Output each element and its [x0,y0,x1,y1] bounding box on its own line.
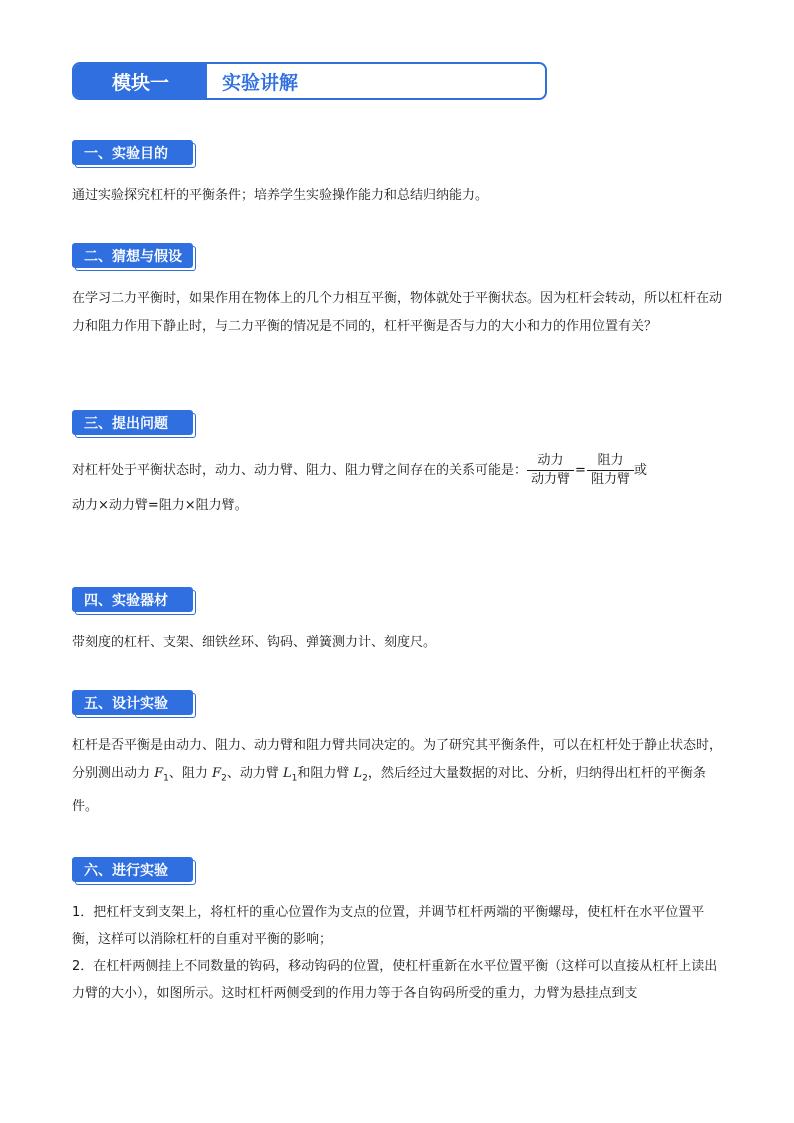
section-purpose [72,140,724,210]
section-heading-label: 六、进行实验 [72,857,193,882]
section-text: 通过实验探究杠杆的平衡条件；培养学生实验操作能力和总结归纳能力。 [72,188,489,203]
section-materials [72,587,724,657]
module-label: 模块一 [74,64,207,98]
section-text: 带刻度的杠杆、支架、细铁丝环、钩码、弹簧测力计、刻度尺。 [72,635,437,650]
section-heading-label: 二、猜想与假设 [72,243,193,268]
section-heading-label: 四、实验器材 [72,587,193,612]
procedure-step: 2．在杠杆两侧挂上不同数量的钩码，移动钩码的位置，使杠杆重新在水平位置平衡（这样可以直接从杠杆上读出力臂的大小），如图所示。这时杠杆两侧受到的作用力等于各自钩码所受的重力，力臂为悬挂点到支 [72,959,718,1001]
section-heading [72,587,196,615]
section-text: 在学习二力平衡时，如果作用在物体上的几个力相互平衡，物体就处于平衡状态。因为杠杆会转动，所以杠杆在动力和阻力作用下静止时，与二力平衡的情况是不同的，杠杆平衡是否与力的大小和力的作用位置有关？ [72,291,723,334]
module-title: 实验讲解 [222,71,299,94]
section-text: 杠杆是否平衡是由动力、阻力、动力臂和阻力臂共同决定的。为了研究其平衡条件，可以在杠杆处于静止状态时，分别测出动力 $F_1$、阻力 $F_2$、动力臂 $L_1$和阻力臂 $L_2$，然后经过大量数据的对比、分析，归纳得出杠杆的平衡条件。 [72,738,723,814]
section-heading-label: 三、提出问题 [72,410,193,435]
ratio-fraction-load [587,452,634,489]
section-heading [72,140,196,168]
section-text [72,452,724,523]
question-text: 对杠杆处于平衡状态时，动力、动力臂、阻力、阻力臂之间存在的关系可能是： [72,463,528,478]
fraction-denominator: 动力臂 [527,470,574,489]
or-text: 或 [633,463,647,478]
section-design [72,690,724,821]
product-formula: 动力×动力臂=阻力×阻力臂 [72,498,235,513]
section-heading-label: 一、实验目的 [72,140,193,165]
ratio-fraction-effort [527,452,574,489]
period: 。 [234,498,248,513]
section-heading [72,243,196,271]
section-heading-label: 五、设计实验 [72,690,193,715]
section-question [72,410,724,523]
fraction-numerator: 阻力 [597,453,624,468]
section-heading [72,690,196,718]
section-hypothesis [72,243,724,341]
equals-sign: = [575,462,586,478]
section-heading [72,857,196,885]
fraction-numerator: 动力 [537,453,564,468]
section-heading [72,410,196,438]
section-procedure [72,857,724,1007]
module-header [72,62,547,100]
fraction-denominator: 阻力臂 [587,470,634,489]
procedure-step: 1．把杠杆支到支架上，将杠杆的重心位置作为支点的位置，并调节杠杆两端的平衡螺母，使杠杆在水平位置平衡，这样可以消除杠杆的自重对平衡的影响； [72,905,705,947]
